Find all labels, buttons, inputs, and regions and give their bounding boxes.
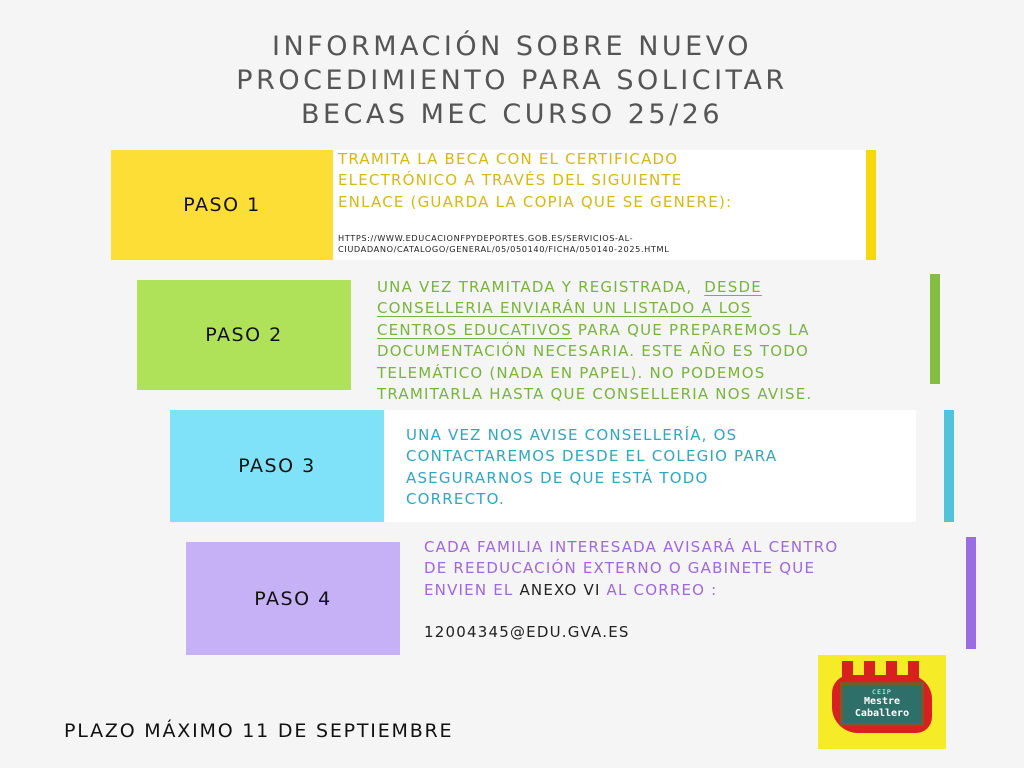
title-line-2: PROCEDIMIENTO PARA SOLICITAR — [236, 65, 788, 96]
step-3-label — [170, 410, 384, 522]
step-2-label-text: PASO 2 — [205, 324, 283, 346]
step-4-text — [424, 537, 838, 601]
step-2-line-1 — [377, 277, 812, 298]
step-1-line-3: ENLACE (GUARDA LA COPIA QUE SE GENERE): — [338, 192, 733, 211]
step-1-link-line-1[interactable]: HTTPS://WWW.EDUCACIONFPYDEPORTES.GOB.ES/SERVICIOS-AL- — [338, 233, 634, 243]
step-4-line-3-suffix: AL CORREO : — [600, 580, 718, 599]
step-1-link-line-2[interactable]: CIUDADANO/CATALOGO/GENERAL/05/050140/FICHA/050140-2025.HTML — [338, 244, 670, 254]
step-2-line-3-underlined: CENTROS EDUCATIVOS — [377, 320, 572, 339]
step-1-line-2: ELECTRÓNICO A TRAVÉS DEL SIGUIENTE — [338, 171, 683, 190]
step-2-text — [377, 277, 812, 405]
step-2-line-4: DOCUMENTACIÓN NECESARIA. ESTE AÑO ES TODO — [377, 342, 809, 361]
step-2-line-2: CONSELLERIA ENVIARÁN UN LISTADO A LOS — [377, 299, 752, 318]
title-line-1: INFORMACIÓN SOBRE NUEVO — [272, 31, 752, 62]
step-3-line-4: CORRECTO. — [406, 490, 506, 509]
step-3-accent-bar — [944, 410, 954, 522]
step-4-label — [186, 542, 400, 655]
logo-ceip-text: CEIP — [872, 688, 892, 696]
step-4-line-3 — [424, 580, 838, 601]
logo-name-line-1: Mestre — [863, 696, 901, 707]
step-1-accent-bar — [866, 150, 876, 260]
step-3-label-text: PASO 3 — [238, 455, 316, 477]
deadline-text: PLAZO MÁXIMO 11 DE SEPTIEMBRE — [64, 720, 454, 742]
step-3-line-2: CONTACTAREMOS DESDE EL COLEGIO PARA — [406, 447, 778, 466]
step-1-line-1: TRAMITA LA BECA CON EL CERTIFICADO — [338, 150, 679, 168]
step-4-anexo-vi: ANEXO VI — [519, 580, 601, 599]
step-2-line-1-plain: UNA VEZ TRAMITADA Y REGISTRADA, — [377, 278, 693, 296]
step-1-text — [338, 149, 732, 213]
step-4-email[interactable] — [424, 622, 630, 643]
step-3-line-3: ASEGURARNOS DE QUE ESTÁ TODO — [406, 468, 709, 487]
step-2-line-6: TRAMITARLA HASTA QUE CONSELLERIA NOS AVISE. — [377, 385, 813, 404]
logo-name-line-2: Caballero — [854, 708, 910, 719]
school-logo — [818, 655, 946, 749]
step-2-line-5: TELEMÁTICO (NADA EN PAPEL). NO PODEMOS — [377, 363, 766, 382]
page-title — [0, 30, 1024, 132]
step-1-label — [111, 150, 333, 260]
step-3-line-1: UNA VEZ NOS AVISE CONSELLERÍA, OS — [406, 426, 738, 444]
step-2-line-1-underlined: DESDE — [704, 278, 762, 296]
title-line-3: BECAS MEC CURSO 25/26 — [300, 99, 724, 130]
step-4-accent-bar — [966, 537, 976, 649]
step-4-line-2: DE REEDUCACIÓN EXTERNO O GABINETE QUE — [424, 559, 816, 578]
step-4-label-text: PASO 4 — [254, 587, 332, 610]
step-4-line-3-prefix: ENVIEN EL — [424, 580, 520, 599]
step-2-accent-bar — [930, 274, 940, 384]
step-2-line-3-plain: PARA QUE PREPAREMOS LA — [571, 320, 810, 339]
step-2-line-3 — [377, 320, 812, 341]
step-3-text — [406, 425, 777, 511]
logo-chalkboard — [840, 682, 924, 726]
step-2-label — [137, 280, 351, 390]
step-4-line-1: CADA FAMILIA INTERESADA AVISARÁ AL CENTRO — [424, 538, 839, 556]
step-1-link[interactable] — [338, 233, 669, 255]
email-link[interactable]: 12004345@EDU.GVA.ES — [424, 623, 630, 641]
step-1-label-text: PASO 1 — [183, 194, 261, 216]
